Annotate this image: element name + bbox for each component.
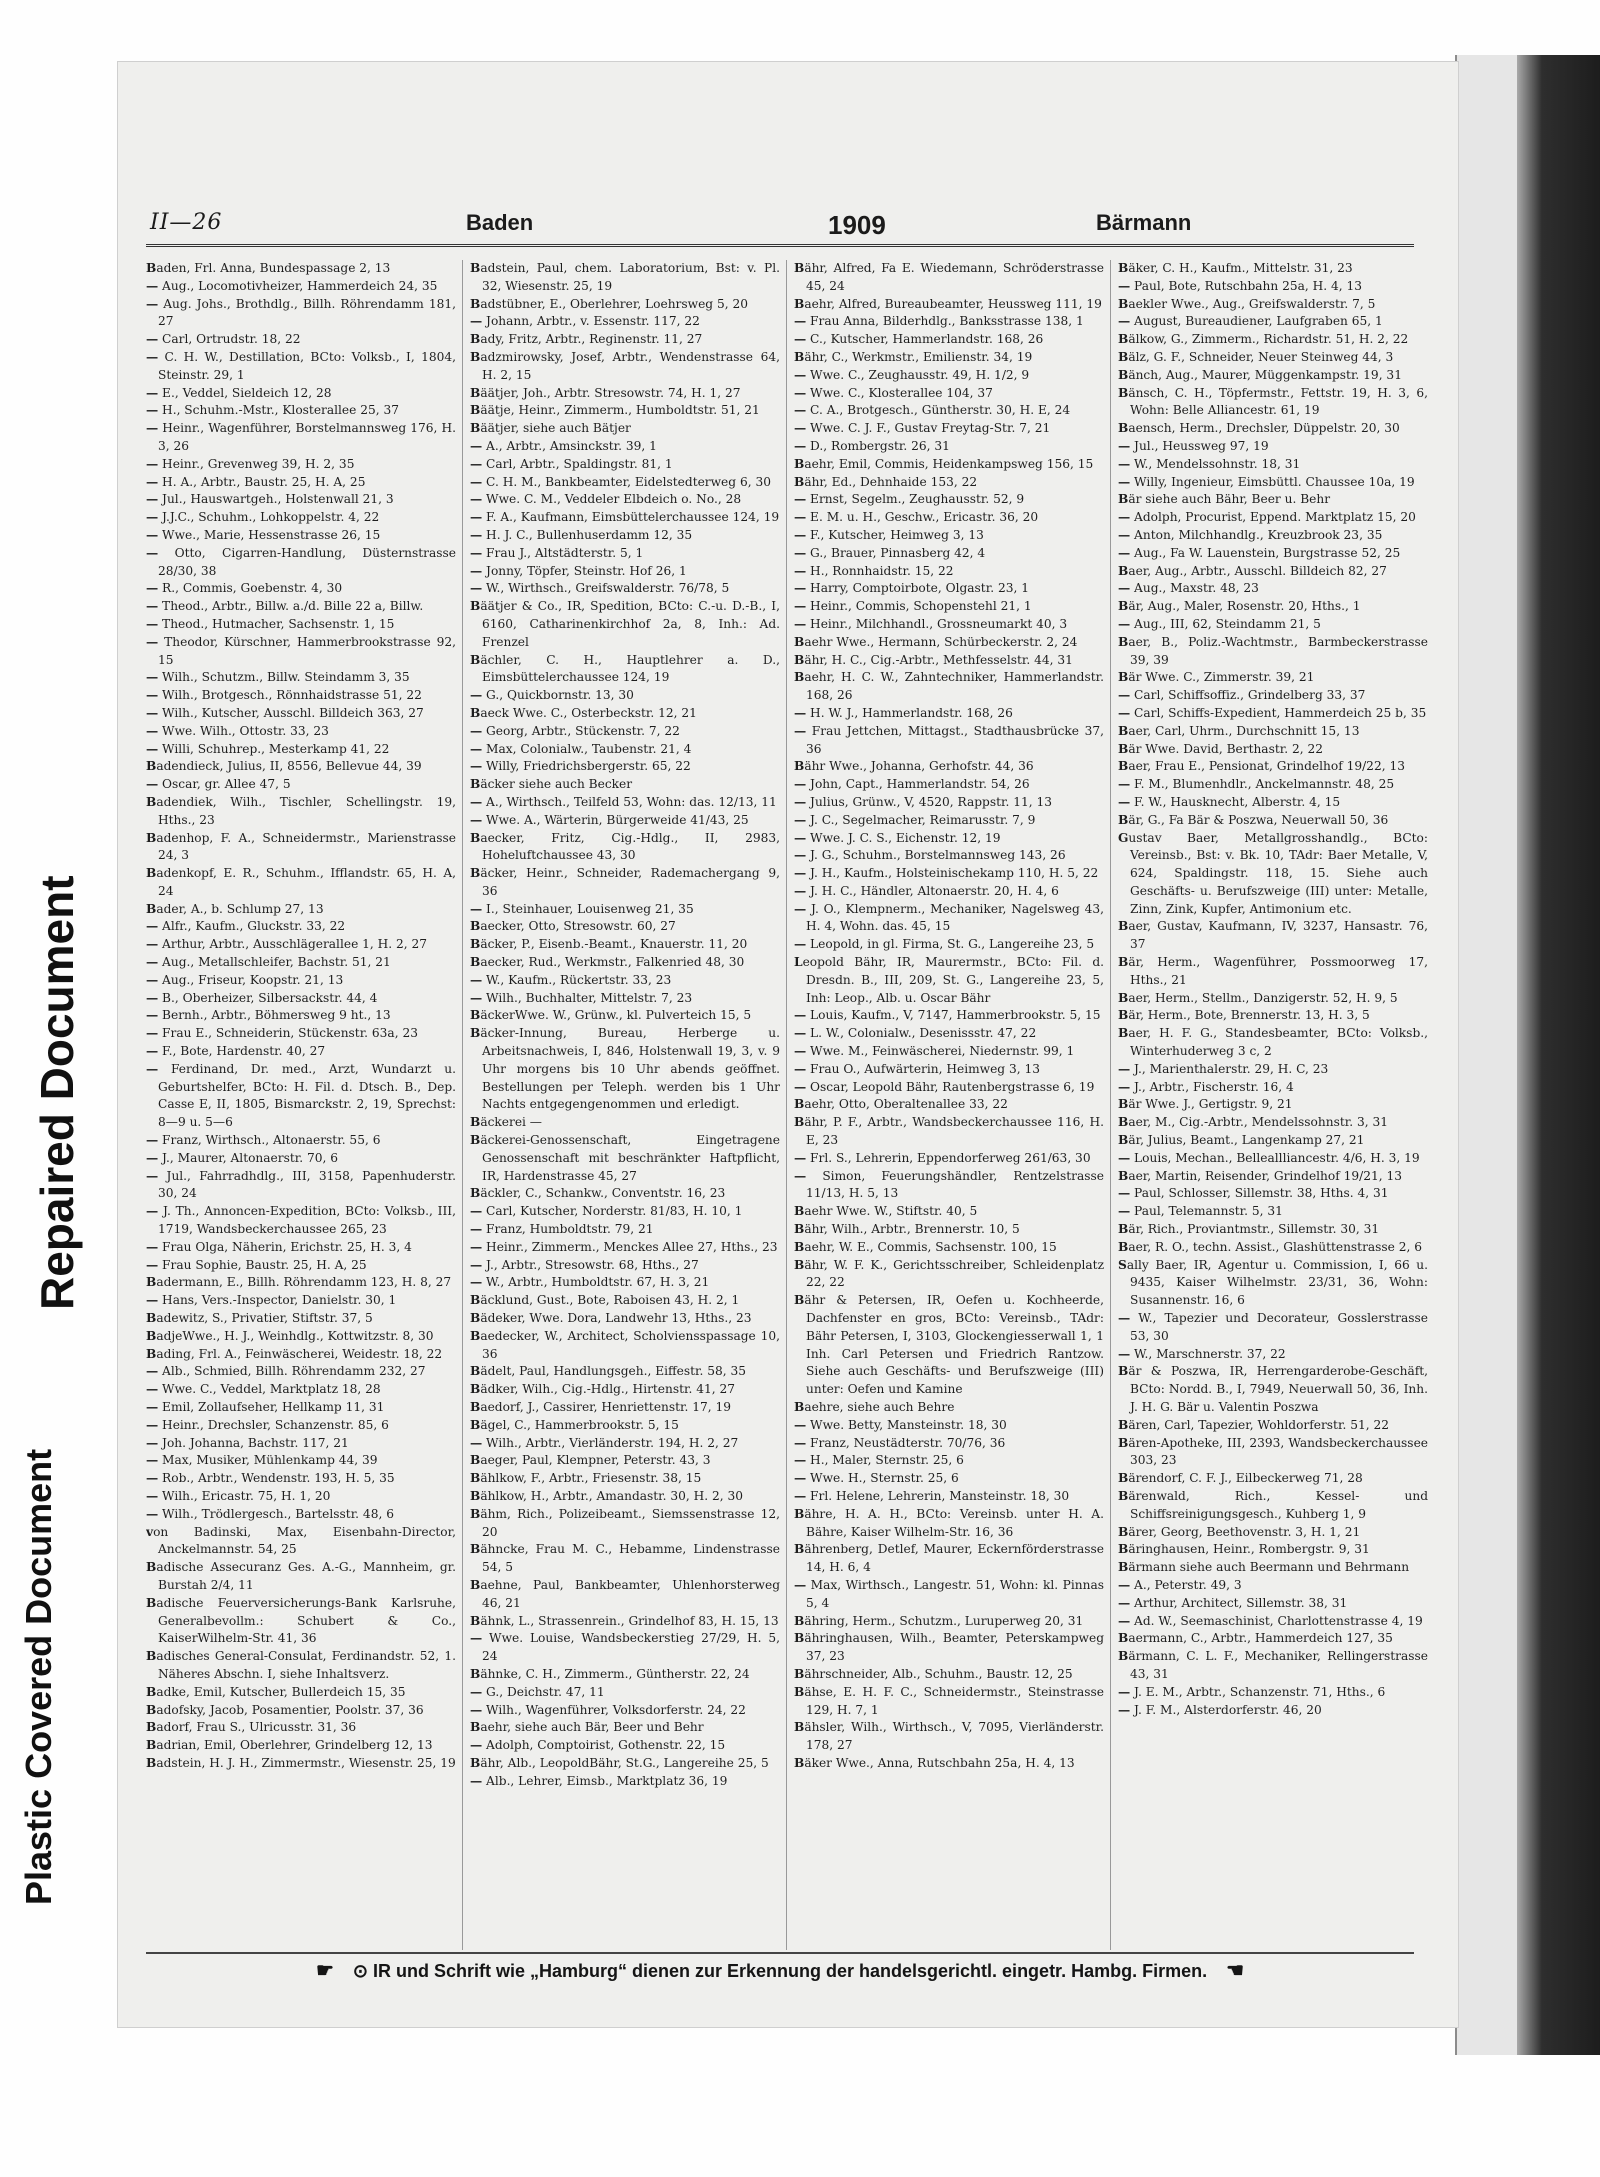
directory-entry: Baehr, H. C. W., Zahntechniker, Hammerlandstr. 168, 26 — [794, 670, 1104, 703]
directory-entry: — L. W., Colonialw., Desenissstr. 47, 22 — [794, 1026, 1037, 1041]
directory-entry: Badofsky, Jacob, Posamentier, Poolstr. 37, 36 — [146, 1702, 424, 1717]
directory-entry: Bähr Wwe., Johanna, Gerhofstr. 44, 36 — [794, 759, 1034, 774]
directory-entry: Baer, R. O., techn. Assist., Glashüttenstrasse 2, 6 — [1118, 1239, 1423, 1254]
directory-entry: — Arthur, Architect, Sillemstr. 38, 31 — [1118, 1595, 1348, 1610]
directory-entry: — Wilh., Brotgesch., Rönnhaidstrasse 51, 22 — [146, 688, 422, 703]
directory-entry: Badendiek, Wilh., Tischler, Schellingstr. 19, Hths., 23 — [146, 794, 456, 827]
directory-entry: — Arthur, Arbtr., Ausschlägerallee 1, H. 2, 27 — [146, 937, 428, 952]
directory-entry: Baehr, Alfred, Bureaubeamter, Heussweg 111, 19 — [794, 296, 1102, 311]
directory-entry: Bärendorf, C. F. J., Eilbeckerweg 71, 28 — [1118, 1471, 1363, 1486]
directory-entry: — J., Maurer, Altonaerstr. 70, 6 — [146, 1150, 338, 1165]
side-labels — [0, 0, 118, 2177]
directory-entry: — Jul., Hauswartgeh., Holstenwall 21, 3 — [146, 492, 394, 507]
directory-entry: Bäker, C. H., Kaufm., Mittelstr. 31, 23 — [1118, 261, 1353, 275]
directory-entry: Baehr, siehe auch Bär, Beer und Behr — [470, 1720, 704, 1735]
directory-entry: Bähr, H. C., Cig.-Arbtr., Methfesselstr. 44, 31 — [794, 652, 1073, 667]
directory-entry: — Leopold, in gl. Firma, St. G., Langereihe 23, 5 — [794, 937, 1095, 952]
header-year: 1909 — [828, 210, 886, 240]
directory-entry: — Heinr., Milchhandl., Grossneumarkt 40, 3 — [794, 616, 1068, 631]
directory-entry: — Max, Wirthsch., Langestr. 51, Wohn: kl. Pinnas 5, 4 — [794, 1577, 1104, 1610]
directory-entry: — Louis, Mechan., Belleallliancestr. 4/6, H. 3, 19 — [1118, 1150, 1420, 1165]
directory-entry: — Jul., Fahrradhdlg., III, 3158, Papenhuderstr. 30, 24 — [146, 1168, 456, 1201]
directory-entry: — Wwe. A., Wärterin, Bürgerweide 41/43, 25 — [470, 812, 749, 827]
directory-entry: Bär, Aug., Maler, Rosenstr. 20, Hths., 1 — [1118, 599, 1361, 614]
directory-entry: — Adolph, Comptoirist, Gothenstr. 22, 15 — [470, 1738, 726, 1753]
directory-entry: — G., Quickbornstr. 13, 30 — [470, 688, 634, 703]
directory-entry: Badendieck, Julius, II, 8556, Bellevue 44, 39 — [146, 759, 422, 774]
directory-entry: — F. M., Blumenhdlr., Anckelmannstr. 48, 25 — [1118, 777, 1395, 792]
directory-entry: — Heinr., Zimmerm., Menckes Allee 27, Hths., 23 — [470, 1239, 778, 1254]
directory-entry: Baehne, Paul, Bankbeamter, Uhlenhorsterweg 46, 21 — [470, 1577, 780, 1610]
directory-entry: — Frau Sophie, Baustr. 25, H. A, 25 — [146, 1257, 367, 1272]
directory-entry: Bär Wwe. C., Zimmerstr. 39, 21 — [1118, 670, 1315, 685]
directory-entry: Bähnk, L., Strassenrein., Grindelhof 83, H. 15, 13 — [470, 1613, 779, 1628]
directory-entry: — Wwe. C. M., Veddeler Elbdeich o. No., 28 — [470, 492, 742, 507]
directory-entry: — Paul, Schlosser, Sillemstr. 38, Hths. 4, 31 — [1118, 1186, 1389, 1201]
directory-entry: — H. A., Arbtr., Baustr. 25, H. A, 25 — [146, 474, 366, 489]
directory-entry: — Harry, Comptoirbote, Olgastr. 23, 1 — [794, 581, 1029, 596]
directory-entry: Bäätjer, Joh., Arbtr. Stresowstr. 74, H. 1, 27 — [470, 385, 741, 400]
directory-entry: Baedecker, W., Architect, Scholviensspassage 10, 36 — [470, 1328, 780, 1361]
directory-entry: — Oscar, Leopold Bähr, Rautenbergstrasse 6, 19 — [794, 1079, 1095, 1094]
directory-entry: Bädker, Wilh., Cig.-Hdlg., Hirtenstr. 41, 27 — [470, 1382, 736, 1397]
directory-entry: Bähr, Alfred, Fa E. Wiedemann, Schröderstrasse 45, 24 — [794, 261, 1104, 293]
directory-entry: Bährschneider, Alb., Schuhm., Baustr. 12, 25 — [794, 1666, 1073, 1681]
directory-entry: — Wilh., Buchhalter, Mittelstr. 7, 23 — [470, 990, 693, 1005]
directory-entry: Bär, Herm., Bote, Brennerstr. 13, H. 3, 5 — [1118, 1008, 1370, 1023]
directory-entry: Bäätjer & Co., IR, Spedition, BCto: C.-u. D.-B., I, 6160, Catharinenkirchhof 2a, 8, Inh.: Ad. Frenzel — [470, 599, 780, 649]
directory-entry: Bähr, C., Werkmstr., Emilienstr. 34, 19 — [794, 349, 1033, 364]
directory-entry: Bähringhausen, Wilh., Beamter, Peterskampweg 37, 23 — [794, 1631, 1104, 1664]
directory-entry: — Hans, Vers.-Inspector, Danielstr. 30, 1 — [146, 1293, 397, 1308]
column-divider — [786, 260, 787, 1950]
directory-entry: — I., Steinhauer, Louisenweg 21, 35 — [470, 901, 694, 916]
directory-entry: Bär & Poszwa, IR, Herrengarderobe-Geschäft, BCto: Nordd. B., I, 7949, Neuerwall 50, 36, Inh. J. H. G. Bär u. Valentin Poszwa — [1118, 1364, 1428, 1414]
page-number: II—26 — [150, 210, 223, 235]
directory-entry: BäckerWwe. W., Grünw., kl. Pulverteich 15, 5 — [470, 1008, 752, 1023]
directory-entry: — Max, Colonialw., Taubenstr. 21, 4 — [470, 741, 692, 756]
directory-entry: — J. H. C., Händler, Altonaerstr. 20, H. 4, 6 — [794, 883, 1059, 898]
directory-entry: Baehre, siehe auch Behre — [794, 1400, 955, 1414]
directory-entry: Badke, Emil, Kutscher, Bullerdeich 15, 35 — [146, 1684, 406, 1699]
directory-entry: Bär siehe auch Bähr, Beer u. Behr — [1118, 492, 1331, 507]
directory-entry: Baer, Carl, Uhrm., Durchschnitt 15, 13 — [1118, 723, 1360, 738]
directory-entry: — Franz, Humboldtstr. 79, 21 — [470, 1222, 654, 1237]
directory-entry: Baer, Gustav, Kaufmann, IV, 3237, Hansastr. 76, 37 — [1118, 919, 1428, 952]
directory-entry: — Max, Musiker, Mühlenkamp 44, 39 — [146, 1453, 378, 1468]
directory-entry: Bähr, W. F. K., Gerichtsschreiber, Schleidenplatz 22, 22 — [794, 1257, 1104, 1290]
directory-entry: — Georg, Arbtr., Stückenstr. 7, 22 — [470, 723, 680, 738]
directory-entry: Badische Assecuranz Ges. A.-G., Mannheim, gr. Burstah 2/4, 11 — [146, 1560, 456, 1592]
directory-entry: Badstein, H. J. H., Zimmermstr., Wiesenstr. 25, 19 — [146, 1755, 456, 1770]
directory-entry: — Theod., Arbtr., Billw. a./d. Bille 22 a, Billw. — [146, 599, 424, 614]
directory-entry: Baer, B., Poliz.-Wachtmstr., Barmbeckerstrasse 39, 39 — [1118, 634, 1428, 667]
directory-entry: Badisches General-Consulat, Ferdinandstr. 52, 1. Näheres Abschn. I, siehe Inhaltsverz. — [146, 1649, 456, 1681]
directory-entry: — Emil, Zollaufseher, Hellkamp 11, 31 — [146, 1400, 385, 1414]
header-rule — [146, 244, 1414, 247]
directory-entry: Bäcker-Innung, Bureau, Herberge u. Arbeitsnachweis, I, 846, Holstenwall 19, 3, v. 9 Uhr morgens bis 10 Uhr abends geöffnet. Bestellungen per Teleph. werden bis 1 Uhr Nachts entgegengenommen und erledigt. — [470, 1026, 780, 1112]
directory-entry: — W., Tapezier und Decorateur, Gosslerstrasse 53, 30 — [1118, 1311, 1428, 1343]
directory-entry: — Louis, Kaufm., V, 7147, Hammerbrookstr. 5, 15 — [794, 1008, 1101, 1023]
column-divider — [1110, 260, 1111, 1950]
directory-entry: — Heinr., Grevenweg 39, H. 2, 35 — [146, 456, 355, 471]
directory-entry: Bährenberg, Detlef, Maurer, Eckernförderstrasse 14, H. 6, 4 — [794, 1542, 1104, 1575]
column-divider — [462, 260, 463, 1950]
directory-entry: Badzmirowsky, Josef, Arbtr., Wendenstrasse 64, H. 2, 15 — [470, 349, 780, 382]
directory-entry: — Frau O., Aufwärterin, Heimweg 3, 13 — [794, 1061, 1040, 1076]
directory-entry: Bäckerei-Genossenschaft, Eingetragene Genossenschaft mit beschränkter Haftpflicht, IR, Hardenstrasse 45, 27 — [470, 1133, 780, 1183]
directory-entry: Badorf, Frau S., Ulricusstr. 31, 36 — [146, 1720, 357, 1735]
directory-entry: Bähr, Wilh., Arbtr., Brennerstr. 10, 5 — [794, 1222, 1020, 1237]
directory-entry: — Paul, Bote, Rutschbahn 25a, H. 4, 13 — [1118, 278, 1363, 293]
directory-entry: — Julius, Grünw., V, 4520, Rappstr. 11, 13 — [794, 794, 1052, 809]
directory-entry: — Wilh., Arbtr., Vierländerstr. 194, H. 2, 27 — [470, 1435, 739, 1450]
directory-entry: — Bernh., Arbtr., Böhmersweg 9 ht., 13 — [146, 1008, 391, 1023]
directory-entry: — H. W. J., Hammerlandstr. 168, 26 — [794, 705, 1013, 720]
directory-entry: — A., Wirthsch., Teilfeld 53, Wohn: das. 12/13, 11 — [470, 794, 777, 809]
directory-entry: — Oscar, gr. Allee 47, 5 — [146, 777, 291, 792]
directory-entry: — Frau Anna, Bilderhdlg., Banksstrasse 138, 1 — [794, 314, 1084, 329]
directory-entry: von Badinski, Max, Eisenbahn-Director, Anckelmannstr. 54, 25 — [146, 1524, 456, 1557]
directory-entry: Baecker, Otto, Stresowstr. 60, 27 — [470, 919, 676, 934]
directory-entry: — J. O., Klempnerm., Mechaniker, Nagelsweg 43, H. 4, Wohn. das. 45, 15 — [794, 901, 1104, 934]
directory-entry: Bächler, C. H., Hauptlehrer a. D., Eimsbüttelerchaussee 124, 19 — [470, 652, 780, 685]
directory-entry: — J. G., Schuhm., Borstelmannsweg 143, 26 — [794, 848, 1066, 863]
directory-entry: Bäker Wwe., Anna, Rutschbahn 25a, H. 4, 13 — [794, 1755, 1075, 1770]
directory-entry: — C. A., Brotgesch., Güntherstr. 30, H. E, 24 — [794, 403, 1071, 418]
directory-entry: — John, Capt., Hammerlandstr. 54, 26 — [794, 777, 1030, 792]
directory-entry: — Wwe. Betty, Mansteinstr. 18, 30 — [794, 1417, 1007, 1432]
directory-entry: Bähm, Rich., Polizeibeamt., Siemssenstrasse 12, 20 — [470, 1506, 780, 1539]
directory-entry: Bänsch, C. H., Töpfermstr., Fettstr. 19, H. 3, 6, Wohn: Belle Alliancestr. 61, 19 — [1118, 385, 1428, 418]
directory-entry: — Heinr., Commis, Schopenstehl 21, 1 — [794, 599, 1032, 614]
directory-entry: Baehr Wwe. W., Stiftstr. 40, 5 — [794, 1204, 978, 1219]
directory-entry: — Adolph, Procurist, Eppend. Marktplatz 15, 20 — [1118, 510, 1416, 525]
directory-entry: Baehr Wwe., Hermann, Schürbeckerstr. 2, 24 — [794, 634, 1078, 649]
directory-entry: Baer, Martin, Reisender, Grindelhof 19/21, 13 — [1118, 1168, 1403, 1183]
directory-entry: Badische Feuerversicherungs-Bank Karlsruhe, Generalbevollm.: Schubert & Co., KaiserWilhelm-Str. 41, 36 — [146, 1595, 456, 1646]
directory-entry: — Carl, Schiffs-Expedient, Hammerdeich 25 b, 35 — [1118, 705, 1427, 720]
directory-entry: — F. W., Hausknecht, Alberstr. 4, 15 — [1118, 794, 1341, 809]
directory-entry: — Wwe. Wilh., Ottostr. 33, 23 — [146, 723, 329, 738]
pointing-hand-left-icon: ☚ — [1226, 1960, 1245, 1982]
directory-entry: Bänch, Aug., Maurer, Müggenkampstr. 19, 31 — [1118, 367, 1402, 382]
directory-entry: — Willi, Schuhrep., Mesterkamp 41, 22 — [146, 741, 390, 756]
directory-entry: Sally Baer, IR, Agentur u. Commission, I, 66 u. 9435, Kaiser Wilhelmstr. 23/31, 36, Wohn: Susannenstr. 16, 6 — [1118, 1257, 1428, 1308]
directory-entry: Bähr, Ed., Dehnhaide 153, 22 — [794, 474, 978, 489]
directory-entry: — J., Arbtr., Fischerstr. 16, 4 — [1118, 1079, 1294, 1094]
directory-entry: — Joh. Johanna, Bachstr. 117, 21 — [146, 1435, 349, 1450]
directory-entry: — J. H., Kaufm., Holsteinischekamp 110, H. 5, 22 — [794, 866, 1099, 881]
directory-entry: — Jonny, Töpfer, Steinstr. Hof 26, 1 — [470, 563, 687, 578]
pointing-hand-right-icon: ☛ — [315, 1960, 334, 1982]
directory-entry: — W., Kaufm., Rückertstr. 33, 23 — [470, 972, 672, 987]
directory-entry: — Frl. S., Lehrerin, Eppendorferweg 261/63, 30 — [794, 1150, 1091, 1165]
directory-entry: Baehr, Otto, Oberaltenallee 33, 22 — [794, 1097, 1008, 1112]
directory-entry: — J. Th., Annoncen-Expedition, BCto: Volksb., III, 1719, Wandsbeckerchaussee 265, 23 — [146, 1204, 456, 1237]
directory-entry: — Carl, Ortrudstr. 18, 22 — [146, 332, 301, 347]
repaired-document-label: Repaired Document — [31, 875, 83, 1310]
directory-entry: Bähncke, Frau M. C., Hebamme, Lindenstrasse 54, 5 — [470, 1542, 780, 1575]
directory-entry: Bälz, G. F., Schneider, Neuer Steinweg 44, 3 — [1118, 349, 1394, 364]
directory-entry: — D., Rombergstr. 26, 31 — [794, 438, 950, 453]
directory-columns — [146, 260, 1434, 1960]
directory-entry: Bären, Carl, Tapezier, Wohldorferstr. 51, 22 — [1118, 1417, 1389, 1432]
directory-entry: — Johann, Arbtr., v. Essenstr. 117, 22 — [470, 314, 700, 329]
header-first-name: Baden — [466, 210, 534, 235]
directory-entry: Bärenwald, Rich., Kessel- und Schiffsreinigungsgesch., Kuhberg 1, 9 — [1118, 1488, 1428, 1521]
directory-entry: — J. E. M., Arbtr., Schanzenstr. 71, Hths., 6 — [1118, 1684, 1386, 1699]
directory-entry: Bär, G., Fa Bär & Poszwa, Neuerwall 50, 36 — [1118, 812, 1389, 827]
directory-entry: Baecker, Rud., Werkmstr., Falkenried 48, 30 — [470, 955, 745, 970]
directory-entry: Badenhop, F. A., Schneidermstr., Marienstrasse 24, 3 — [146, 830, 456, 863]
directory-entry: — Aug., Maxstr. 48, 23 — [1118, 581, 1259, 596]
directory-entry: — W., Arbtr., Humboldtstr. 67, H. 3, 21 — [470, 1275, 710, 1290]
page-edge-strip — [1455, 55, 1517, 2055]
directory-entry: — W., Marschnerstr. 37, 22 — [1118, 1346, 1286, 1361]
directory-entry: Bady, Fritz, Arbtr., Reginenstr. 11, 27 — [470, 332, 703, 347]
directory-entry: — Wwe., Marie, Hessenstrasse 26, 15 — [146, 527, 381, 542]
directory-entry: Bähr, P. F., Arbtr., Wandsbeckerchaussee 116, H. E, 23 — [794, 1115, 1104, 1148]
directory-entry: — Wwe. Louise, Wandsbeckerstieg 27/29, H. 5, 24 — [470, 1631, 780, 1664]
directory-entry: Bäcklund, Gust., Bote, Raboisen 43, H. 2, 1 — [470, 1293, 740, 1308]
directory-entry: — Wwe. C., Zeughausstr. 49, H. 1/2, 9 — [794, 367, 1030, 382]
directory-entry: — C., Kutscher, Hammerlandstr. 168, 26 — [794, 332, 1044, 347]
directory-entry: — J. F. M., Alsterdorferstr. 46, 20 — [1118, 1702, 1322, 1717]
directory-entry: Bählkow, F., Arbtr., Friesenstr. 38, 15 — [470, 1471, 702, 1486]
column-2 — [470, 260, 780, 1960]
directory-entry: — Aug. Johs., Brothdlg., Billh. Röhrendamm 181, 27 — [146, 296, 456, 329]
directory-entry: — Anton, Milchhandlg., Kreuzbrook 23, 35 — [1118, 527, 1383, 542]
directory-entry: Bähr, Alb., LeopoldBähr, St.G., Langereihe 25, 5 — [470, 1755, 769, 1770]
directory-entry: — E. M. u. H., Geschw., Ericastr. 36, 20 — [794, 510, 1039, 525]
directory-entry: — Aug., Friseur, Koopstr. 21, 13 — [146, 972, 344, 987]
plastic-covered-label: Plastic Covered Document — [18, 1448, 59, 1905]
directory-entry: — Frl. Helene, Lehrerin, Mansteinstr. 18, 30 — [794, 1488, 1070, 1503]
directory-entry: Bähnke, C. H., Zimmerm., Güntherstr. 22, 24 — [470, 1666, 750, 1681]
directory-entry: — F., Bote, Hardenstr. 40, 27 — [146, 1044, 326, 1059]
directory-entry: — C. H. W., Destillation, BCto: Volksb., I, 1804, Steinstr. 29, 1 — [146, 349, 456, 382]
directory-entry: Badstübner, E., Oberlehrer, Loehrsweg 5, 20 — [470, 296, 748, 311]
directory-entry: — Franz, Wirthsch., Altonaerstr. 55, 6 — [146, 1133, 381, 1148]
directory-entry: — Theodor, Kürschner, Hammerbrookstrasse 92, 15 — [146, 634, 456, 667]
directory-entry: Baermann, C., Arbtr., Hammerdeich 127, 35 — [1118, 1631, 1393, 1646]
directory-entry: — Wilh., Wagenführer, Volksdorferstr. 24, 22 — [470, 1702, 746, 1717]
directory-entry: — Ferdinand, Dr. med., Arzt, Wundarzt u. Geburtshelfer, BCto: H. Fil. d. Dtsch. B., Dep. Casse E, II, 1805, Bismarckstr. 2, 19, Sprechst: 8—9 u. 5—6 — [146, 1061, 456, 1130]
directory-entry: — Wilh., Schutzm., Billw. Steindamm 3, 35 — [146, 670, 410, 685]
directory-entry: — Frau E., Schneiderin, Stückenstr. 63a, 23 — [146, 1026, 418, 1041]
directory-entry: — Wilh., Trödlergesch., Bartelsstr. 48, 6 — [146, 1506, 394, 1521]
directory-entry: — Carl, Kutscher, Norderstr. 81/83, H. 10, 1 — [470, 1204, 743, 1219]
directory-entry: — Wwe. C. J. F., Gustav Freytag-Str. 7, 21 — [794, 421, 1051, 436]
directory-entry: Bären-Apotheke, III, 2393, Wandsbeckerchaussee 303, 23 — [1118, 1435, 1428, 1468]
directory-entry: — Willy, Ingenieur, Eimsbüttl. Chaussee 10a, 19 — [1118, 474, 1415, 489]
directory-entry: Bähsler, Wilh., Wirthsch., V, 7095, Vierländerstr. 178, 27 — [794, 1720, 1104, 1753]
directory-entry: — Wwe. C., Klosterallee 104, 37 — [794, 385, 993, 400]
directory-page — [118, 62, 1458, 2027]
directory-entry: — H., Ronnhaidstr. 15, 22 — [794, 563, 954, 578]
directory-entry: Bäätjer, siehe auch Bätjer — [470, 421, 631, 436]
directory-entry: — H., Schuhm.-Mstr., Klosterallee 25, 37 — [146, 403, 399, 418]
directory-entry: Badenkopf, E. R., Schuhm., Ifflandstr. 65, H. A, 24 — [146, 866, 456, 898]
directory-entry: Bähr & Petersen, IR, Oefen u. Kochheerde, Dachfenster en gros, BCto: Vereinsb., TAdr: Bähr Petersen, I, 3103, Glockengiesserwall 1, 1 Inh. Carl Petersen und Friedrich Rantzow. Siehe auch Geschäfts- und Berufszweige (III) unter: Oefen und Kamine — [794, 1293, 1104, 1397]
directory-entry: — Rob., Arbtr., Wendenstr. 193, H. 5, 35 — [146, 1471, 395, 1486]
directory-entry: Bär, Julius, Beamt., Langenkamp 27, 21 — [1118, 1133, 1365, 1148]
directory-entry: — G., Deichstr. 47, 11 — [470, 1684, 605, 1699]
directory-entry: Bärmann siehe auch Beermann und Behrmann — [1118, 1560, 1410, 1575]
directory-entry: — Alfr., Kaufm., Gluckstr. 33, 22 — [146, 919, 346, 934]
directory-entry: — Aug., Metallschleifer, Bachstr. 51, 21 — [146, 955, 391, 970]
directory-entry: — F., Kutscher, Heimweg 3, 13 — [794, 527, 984, 542]
directory-entry: — C. H. M., Bankbeamter, Eidelstedterweg 6, 30 — [470, 474, 771, 489]
directory-entry: Baer, Frau E., Pensionat, Grindelhof 19/22, 13 — [1118, 759, 1405, 774]
directory-entry: Bälkow, G., Zimmerm., Richardstr. 51, H. 2, 22 — [1118, 332, 1409, 347]
directory-entry: — Franz, Neustädterstr. 70/76, 36 — [794, 1435, 1006, 1450]
directory-entry: Bading, Frl. A., Feinwäscherei, Weidestr. 18, 22 — [146, 1346, 443, 1361]
directory-entry: — W., Mendelssohnstr. 18, 31 — [1118, 456, 1301, 471]
directory-entry: — A., Arbtr., Amsinckstr. 39, 1 — [470, 438, 657, 453]
directory-entry: Baekler Wwe., Aug., Greifswalderstr. 7, 5 — [1118, 296, 1376, 311]
directory-entry: Bäcker siehe auch Becker — [470, 777, 633, 792]
directory-entry: Baecker, Fritz, Cig.-Hdlg., II, 2983, Hoheluftchaussee 43, 30 — [470, 830, 780, 863]
directory-entry: Bäcker, P., Eisenb.-Beamt., Knauerstr. 11, 20 — [470, 937, 748, 952]
directory-entry: — Willy, Friedrichsbergerstr. 65, 22 — [470, 759, 691, 774]
directory-entry: Bader, A., b. Schlump 27, 13 — [146, 901, 324, 916]
directory-entry: Baer, Herm., Stellm., Danzigerstr. 52, H. 9, 5 — [1118, 990, 1398, 1005]
directory-entry: — Otto, Cigarren-Handlung, Düsternstrasse 28/30, 38 — [146, 545, 456, 578]
directory-entry: Baeck Wwe. C., Osterbeckstr. 12, 21 — [470, 705, 697, 720]
directory-entry: — August, Bureaudiener, Laufgraben 65, 1 — [1118, 314, 1383, 329]
directory-entry: Bägel, C., Hammerbrookstr. 5, 15 — [470, 1417, 679, 1432]
directory-entry: — B., Oberheizer, Silbersackstr. 44, 4 — [146, 990, 378, 1005]
header-last-name: Bärmann — [1096, 210, 1192, 235]
directory-entry: — Wwe. C., Veddel, Marktplatz 18, 28 — [146, 1382, 381, 1397]
directory-entry: BadjeWwe., H. J., Weinhdlg., Kottwitzstr. 8, 30 — [146, 1328, 434, 1343]
directory-entry: Badewitz, S., Privatier, Stiftstr. 37, 5 — [146, 1311, 373, 1326]
directory-entry: — Frau Jettchen, Mittagst., Stadthausbrücke 37, 36 — [794, 723, 1104, 756]
directory-entry: — Aug., Locomotivheizer, Hammerdeich 24, 35 — [146, 278, 438, 293]
directory-entry: — Paul, Telemannstr. 5, 31 — [1118, 1204, 1283, 1219]
directory-entry: Bär Wwe. J., Gertigstr. 9, 21 — [1118, 1097, 1293, 1112]
directory-entry: Bähre, H. A. H., BCto: Vereinsb. unter H. A. Bähre, Kaiser Wilhelm-Str. 16, 36 — [794, 1506, 1104, 1539]
directory-entry: — H. J. C., Bullenhuserdamm 12, 35 — [470, 527, 693, 542]
directory-entry: — H., Maler, Sternstr. 25, 6 — [794, 1453, 964, 1468]
column-3 — [794, 260, 1104, 1960]
directory-entry: Bärmann, C. L. F., Mechaniker, Rellingerstrasse 43, 31 — [1118, 1649, 1428, 1681]
directory-entry: — Theod., Hutmacher, Sachsenstr. 1, 15 — [146, 616, 395, 631]
column-4 — [1118, 260, 1428, 1960]
directory-entry: Bär, Herm., Wagenführer, Possmoorweg 17, Hths., 21 — [1118, 955, 1428, 987]
directory-entry: Leopold Bähr, IR, Maurermstr., BCto: Fil. d. Dresdn. B., III, 209, St. G., Langereihe 23, 5, Inh: Leop., Alb. u. Oscar Bähr — [794, 955, 1104, 1005]
directory-entry: — J.J.C., Schuhm., Lohkoppelstr. 4, 22 — [146, 510, 380, 525]
directory-entry: — Ernst, Segelm., Zeughausstr. 52, 9 — [794, 492, 1025, 507]
directory-entry: Baden, Frl. Anna, Bundespassage 2, 13 — [146, 261, 391, 275]
directory-entry: — Simon, Feuerungshändler, Rentzelstrasse 11/13, H. 5, 13 — [794, 1168, 1104, 1201]
directory-entry: Bähring, Herm., Schutzm., Luruperweg 20, 31 — [794, 1613, 1084, 1628]
directory-entry: Badrian, Emil, Oberlehrer, Grindelberg 12, 13 — [146, 1738, 433, 1753]
directory-entry: — Wilh., Ericastr. 75, H. 1, 20 — [146, 1488, 331, 1503]
directory-entry: — G., Brauer, Pinnasberg 42, 4 — [794, 545, 986, 560]
directory-entry: Bäringhausen, Heinr., Rombergstr. 9, 31 — [1118, 1542, 1370, 1557]
directory-entry: Bär Wwe. David, Berthastr. 2, 22 — [1118, 741, 1323, 756]
directory-entry: — Carl, Arbtr., Spaldingstr. 81, 1 — [470, 456, 673, 471]
directory-entry: Bär, Rich., Proviantmstr., Sillemstr. 30, 31 — [1118, 1222, 1380, 1237]
directory-entry: — Alb., Schmied, Billh. Röhrendamm 232, 27 — [146, 1364, 426, 1379]
footer-note: ⊙ IR und Schrift wie „Hamburg“ dienen zur Erkennung der handelsgerichtl. eingetr. Hambg. Firmen. — [352, 1961, 1208, 1981]
directory-entry: — A., Peterstr. 49, 3 — [1118, 1577, 1242, 1592]
column-1 — [146, 260, 456, 1960]
directory-entry: — Heinr., Wagenführer, Borstelmannsweg 176, H. 3, 26 — [146, 421, 456, 453]
directory-entry: Bäcker, Heinr., Schneider, Rademachergang 9, 36 — [470, 866, 780, 898]
directory-entry: Bäätje, Heinr., Zimmerm., Humboldtstr. 51, 21 — [470, 403, 760, 418]
directory-entry: — Frau J., Altstädterstr. 5, 1 — [470, 545, 644, 560]
directory-entry: Baedorf, J., Cassirer, Henriettenstr. 17, 19 — [470, 1400, 732, 1414]
directory-entry: — Aug., Fa W. Lauenstein, Burgstrasse 52, 25 — [1118, 545, 1401, 560]
directory-entry: — Wwe. J. C. S., Eichenstr. 12, 19 — [794, 830, 1001, 845]
directory-entry: — Frau Olga, Näherin, Erichstr. 25, H. 3, 4 — [146, 1239, 412, 1254]
directory-entry: — Wilh., Kutscher, Ausschl. Billdeich 363, 27 — [146, 705, 424, 720]
directory-entry: Bädeker, Wwe. Dora, Landwehr 13, Hths., 23 — [470, 1311, 752, 1326]
directory-entry: Bäckler, C., Schankw., Conventstr. 16, 23 — [470, 1186, 726, 1201]
page-content — [146, 142, 1434, 1987]
directory-entry: — Aug., III, 62, Steindamm 21, 5 — [1118, 616, 1321, 631]
directory-entry: Baehr, W. E., Commis, Sachsenstr. 100, 15 — [794, 1239, 1057, 1254]
directory-entry: Badstein, Paul, chem. Laboratorium, Bst: v. Pl. 32, Wiesenstr. 25, 19 — [470, 261, 780, 293]
directory-entry: — Alb., Lehrer, Eimsb., Marktplatz 36, 19 — [470, 1773, 728, 1788]
directory-entry: — Heinr., Drechsler, Schanzenstr. 85, 6 — [146, 1417, 389, 1432]
directory-entry: — Wwe. M., Feinwäscherei, Niedernstr. 99, 1 — [794, 1044, 1075, 1059]
directory-entry: Baensch, Herm., Drechsler, Düppelstr. 20, 30 — [1118, 421, 1400, 436]
directory-entry: Bärer, Georg, Beethovenstr. 3, H. 1, 21 — [1118, 1524, 1361, 1539]
directory-entry: — Carl, Schiffsoffiz., Grindelberg 33, 37 — [1118, 688, 1366, 703]
directory-entry: Badermann, E., Billh. Röhrendamm 123, H. 8, 27 — [146, 1275, 452, 1290]
directory-entry: — W., Wirthsch., Greifswalderstr. 76/78, 5 — [470, 581, 730, 596]
directory-entry: Baer, H. F. G., Standesbeamter, BCto: Volksb., Winterhuderweg 3 c, 2 — [1118, 1026, 1428, 1059]
directory-entry: Baehr, Emil, Commis, Heidenkampsweg 156, 15 — [794, 456, 1094, 471]
directory-entry: — J., Arbtr., Stresowstr. 68, Hths., 27 — [470, 1257, 699, 1272]
directory-entry: — F. A., Kaufmann, Eimsbüttelerchaussee 124, 19 — [470, 510, 780, 525]
directory-entry: Gustav Baer, Metallgrosshandlg., BCto: Vereinsb., Bst: v. Bk. 10, TAdr: Baer Metalle, V, 624, Spaldingstr. 118, 15. Siehe auch Geschäfts- u. Berufszweige (III) unter: Metalle, Zinn, Zink, Kupfer, Antimonium etc. — [1118, 830, 1428, 916]
directory-entry: Bählkow, H., Arbtr., Amandastr. 30, H. 2, 30 — [470, 1488, 744, 1503]
directory-entry: Bäckerei — — [470, 1115, 542, 1130]
directory-entry: — J. C., Segelmacher, Reimarusstr. 7, 9 — [794, 812, 1036, 827]
directory-entry: Baeger, Paul, Klempner, Peterstr. 43, 3 — [470, 1453, 711, 1468]
directory-entry: Bähse, E. H. F. C., Schneidermstr., Steinstrasse 129, H. 7, 1 — [794, 1684, 1104, 1717]
directory-entry: — Wwe. H., Sternstr. 25, 6 — [794, 1471, 959, 1486]
directory-entry: — Jul., Heussweg 97, 19 — [1118, 438, 1269, 453]
directory-entry: Baer, M., Cig.-Arbtr., Mendelssohnstr. 3, 31 — [1118, 1115, 1388, 1130]
directory-entry: — R., Commis, Goebenstr. 4, 30 — [146, 581, 343, 596]
directory-entry: — Ad. W., Seemaschinist, Charlottenstrasse 4, 19 — [1118, 1613, 1423, 1628]
directory-entry: — J., Marienthalerstr. 29, H. C, 23 — [1118, 1061, 1329, 1076]
directory-entry: Bädelt, Paul, Handlungsgeh., Eiffestr. 58, 35 — [470, 1364, 747, 1379]
directory-entry: Baer, Aug., Arbtr., Ausschl. Billdeich 82, 27 — [1118, 563, 1387, 578]
page-footer — [146, 1952, 1414, 1986]
directory-entry: — E., Veddel, Sieldeich 12, 28 — [146, 385, 332, 400]
